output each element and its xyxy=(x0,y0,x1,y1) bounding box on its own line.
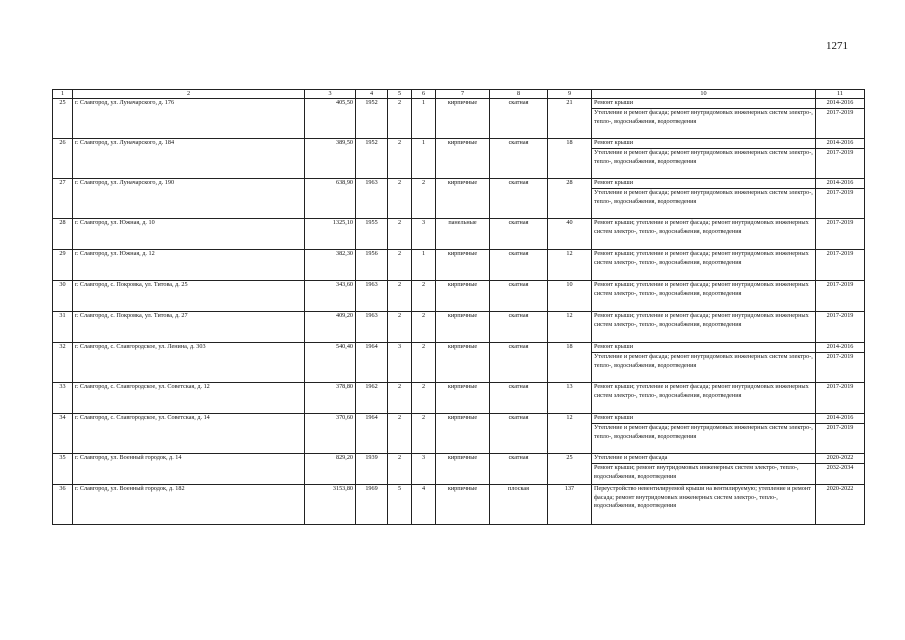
period-cell xyxy=(816,250,865,281)
area-cell: 405,50 xyxy=(305,99,356,139)
area-cell: 382,30 xyxy=(305,250,356,281)
row-number: 32 xyxy=(53,343,73,383)
work-item: Ремонт крыши xyxy=(594,139,634,147)
row-number: 33 xyxy=(53,383,73,414)
works-cell xyxy=(592,250,816,281)
address-cell: г. Славгород, с. Славгородское, ул. Советская, д. 14 xyxy=(73,414,305,454)
year-cell: 1939 xyxy=(356,454,388,485)
wall-material-cell: кирпичные xyxy=(436,99,490,139)
address-cell: г. Славгород, ул. Южная, д. 10 xyxy=(73,219,305,250)
floors-cell: 2 xyxy=(388,312,412,343)
table-row xyxy=(53,312,865,343)
column-number-row xyxy=(53,90,865,99)
row-number: 31 xyxy=(53,312,73,343)
work-item: Ремонт крыши; утепление и ремонт фасада; ремонт внутридомовых инженерных систем электро-, тепло-, водоснабжения, водоотведения xyxy=(594,281,809,297)
area-cell: 343,60 xyxy=(305,281,356,312)
floors-cell: 2 xyxy=(388,179,412,219)
work-item: Утепление и ремонт фасада; ремонт внутридомовых инженерных систем электро-, тепло-, водоснабжения, водоотведения xyxy=(592,352,815,362)
column-number: 9 xyxy=(548,90,592,99)
wall-material-cell: кирпичные xyxy=(436,454,490,485)
roof-type-cell: скатная xyxy=(490,281,548,312)
work-period: 2014-2016 xyxy=(826,343,854,351)
row-number: 35 xyxy=(53,454,73,485)
work-item: Ремонт крыши xyxy=(594,99,634,107)
table-row xyxy=(53,454,865,485)
entrances-cell: 1 xyxy=(412,99,436,139)
floors-cell: 5 xyxy=(388,485,412,525)
column-number: 3 xyxy=(305,90,356,99)
table-row xyxy=(53,99,865,139)
roof-type-cell: скатная xyxy=(490,454,548,485)
table-row xyxy=(53,414,865,454)
period-cell xyxy=(816,383,865,414)
address-cell: г. Славгород, с. Покровка, ул. Титова, д. 27 xyxy=(73,312,305,343)
year-cell: 1964 xyxy=(356,414,388,454)
table-row xyxy=(53,343,865,383)
column-number: 7 xyxy=(436,90,490,99)
address-cell: г. Славгород, ул. Военный городок, д. 182 xyxy=(73,485,305,525)
row-number: 36 xyxy=(53,485,73,525)
apartments-cell: 18 xyxy=(548,343,592,383)
year-cell: 1962 xyxy=(356,383,388,414)
entrances-cell: 2 xyxy=(412,383,436,414)
roof-type-cell: скатная xyxy=(490,383,548,414)
row-number: 27 xyxy=(53,179,73,219)
work-item: Переустройство невентилируемой крыши на вентилируемую; утепление и ремонт фасада; ремонт внутридомовых инженерных систем электро-, тепло-, водоснабжения, водоотведения xyxy=(594,485,811,510)
area-cell: 409,20 xyxy=(305,312,356,343)
work-item: Ремонт крыши; утепление и ремонт фасада; ремонт внутридомовых инженерных систем электро-, тепло-, водоснабжения, водоотведения xyxy=(594,219,809,235)
row-number: 26 xyxy=(53,139,73,179)
year-cell: 1955 xyxy=(356,219,388,250)
work-period: 2020-2022 xyxy=(826,454,854,462)
floors-cell: 2 xyxy=(388,383,412,414)
work-period: 2017-2019 xyxy=(816,108,864,118)
floors-cell: 2 xyxy=(388,99,412,139)
entrances-cell: 4 xyxy=(412,485,436,525)
wall-material-cell: кирпичные xyxy=(436,414,490,454)
apartments-cell: 10 xyxy=(548,281,592,312)
entrances-cell: 3 xyxy=(412,219,436,250)
entrances-cell: 1 xyxy=(412,139,436,179)
column-number: 10 xyxy=(592,90,816,99)
work-period: 2017-2019 xyxy=(816,423,864,433)
row-number: 28 xyxy=(53,219,73,250)
works-cell xyxy=(592,383,816,414)
table-row xyxy=(53,139,865,179)
work-item: Утепление и ремонт фасада; ремонт внутридомовых инженерных систем электро-, тепло-, водоснабжения, водоотведения xyxy=(592,148,815,158)
wall-material-cell: кирпичные xyxy=(436,383,490,414)
work-item: Ремонт крыши xyxy=(594,343,634,351)
wall-material-cell: кирпичные xyxy=(436,343,490,383)
period-cell xyxy=(816,179,865,219)
entrances-cell: 2 xyxy=(412,179,436,219)
apartments-cell: 137 xyxy=(548,485,592,525)
roof-type-cell: скатная xyxy=(490,139,548,179)
year-cell: 1969 xyxy=(356,485,388,525)
work-period: 2017-2019 xyxy=(826,312,854,320)
year-cell: 1956 xyxy=(356,250,388,281)
address-cell: г. Славгород, с. Славгородское, ул. Советская, д. 12 xyxy=(73,383,305,414)
table-row xyxy=(53,485,865,525)
apartments-cell: 40 xyxy=(548,219,592,250)
column-number: 8 xyxy=(490,90,548,99)
floors-cell: 2 xyxy=(388,219,412,250)
work-item: Ремонт крыши xyxy=(594,179,634,187)
work-period: 2017-2019 xyxy=(826,250,854,258)
period-cell xyxy=(816,343,865,383)
work-period: 2017-2019 xyxy=(826,281,854,289)
entrances-cell: 2 xyxy=(412,343,436,383)
entrances-cell: 2 xyxy=(412,312,436,343)
address-cell: г. Славгород, ул. Южная, д. 12 xyxy=(73,250,305,281)
works-cell xyxy=(592,454,816,485)
floors-cell: 3 xyxy=(388,343,412,383)
work-period: 2017-2019 xyxy=(826,383,854,391)
table-row xyxy=(53,383,865,414)
address-cell: г. Славгород, ул. Военный городок, д. 14 xyxy=(73,454,305,485)
table-row xyxy=(53,179,865,219)
work-item: Утепление и ремонт фасада; ремонт внутридомовых инженерных систем электро-, тепло-, водоснабжения, водоотведения xyxy=(592,423,815,433)
area-cell: 638,90 xyxy=(305,179,356,219)
entrances-cell: 2 xyxy=(412,281,436,312)
wall-material-cell: кирпичные xyxy=(436,179,490,219)
roof-type-cell: скатная xyxy=(490,99,548,139)
row-number: 30 xyxy=(53,281,73,312)
floors-cell: 2 xyxy=(388,414,412,454)
works-cell xyxy=(592,414,816,454)
work-item: Ремонт крыши; утепление и ремонт фасада; ремонт внутридомовых инженерных систем электро-, тепло-, водоснабжения, водоотведения xyxy=(594,250,809,266)
work-item: Ремонт крыши; утепление и ремонт фасада; ремонт внутридомовых инженерных систем электро-, тепло-, водоснабжения, водоотведения xyxy=(594,383,809,399)
row-number: 29 xyxy=(53,250,73,281)
apartments-cell: 28 xyxy=(548,179,592,219)
address-cell: г. Славгород, ул. Луначарского, д. 176 xyxy=(73,99,305,139)
works-cell xyxy=(592,219,816,250)
work-period: 2014-2016 xyxy=(826,414,854,422)
period-cell xyxy=(816,485,865,525)
apartments-cell: 12 xyxy=(548,250,592,281)
address-cell: г. Славгород, ул. Луначарского, д. 190 xyxy=(73,179,305,219)
area-cell: 540,40 xyxy=(305,343,356,383)
address-cell: г. Славгород, ул. Луначарского, д. 184 xyxy=(73,139,305,179)
apartments-cell: 25 xyxy=(548,454,592,485)
wall-material-cell: кирпичные xyxy=(436,139,490,179)
period-cell xyxy=(816,99,865,139)
apartments-cell: 13 xyxy=(548,383,592,414)
floors-cell: 2 xyxy=(388,250,412,281)
wall-material-cell: кирпичные xyxy=(436,250,490,281)
year-cell: 1964 xyxy=(356,343,388,383)
work-item: Ремонт крыши; утепление и ремонт фасада; ремонт внутридомовых инженерных систем электро-, тепло-, водоснабжения, водоотведения xyxy=(594,312,809,328)
work-item: Утепление и ремонт фасада xyxy=(594,454,668,462)
area-cell: 378,80 xyxy=(305,383,356,414)
work-period: 2017-2019 xyxy=(816,188,864,198)
area-cell: 1325,10 xyxy=(305,219,356,250)
period-cell xyxy=(816,312,865,343)
period-cell xyxy=(816,219,865,250)
work-period: 2017-2019 xyxy=(816,148,864,158)
address-cell: г. Славгород, с. Славгородское, ул. Ленина, д. 303 xyxy=(73,343,305,383)
year-cell: 1952 xyxy=(356,139,388,179)
work-period: 2017-2019 xyxy=(826,219,854,227)
work-period: 2014-2016 xyxy=(826,99,854,107)
works-cell xyxy=(592,343,816,383)
work-item: Утепление и ремонт фасада; ремонт внутридомовых инженерных систем электро-, тепло-, водоснабжения, водоотведения xyxy=(592,108,815,118)
area-cell: 3153,80 xyxy=(305,485,356,525)
work-period: 2020-2022 xyxy=(826,485,854,493)
area-cell: 829,20 xyxy=(305,454,356,485)
wall-material-cell: кирпичные xyxy=(436,485,490,525)
roof-type-cell: скатная xyxy=(490,414,548,454)
floors-cell: 2 xyxy=(388,139,412,179)
entrances-cell: 1 xyxy=(412,250,436,281)
column-number: 11 xyxy=(816,90,865,99)
apartments-cell: 12 xyxy=(548,414,592,454)
apartments-cell: 21 xyxy=(548,99,592,139)
work-period: 2014-2016 xyxy=(826,179,854,187)
work-item: Ремонт крыши; ремонт внутридомовых инженерных систем электро-, тепло-, водоснабжения, водоотведения xyxy=(592,463,815,473)
row-number: 34 xyxy=(53,414,73,454)
roof-type-cell: скатная xyxy=(490,312,548,343)
page-number: 1271 xyxy=(826,40,848,52)
column-number: 4 xyxy=(356,90,388,99)
table-row xyxy=(53,219,865,250)
roof-type-cell: скатная xyxy=(490,219,548,250)
year-cell: 1963 xyxy=(356,179,388,219)
roof-type-cell: плоская xyxy=(490,485,548,525)
row-number: 25 xyxy=(53,99,73,139)
column-number: 5 xyxy=(388,90,412,99)
floors-cell: 2 xyxy=(388,281,412,312)
year-cell: 1963 xyxy=(356,281,388,312)
year-cell: 1963 xyxy=(356,312,388,343)
works-cell xyxy=(592,312,816,343)
column-number: 6 xyxy=(412,90,436,99)
period-cell xyxy=(816,454,865,485)
year-cell: 1952 xyxy=(356,99,388,139)
apartments-cell: 18 xyxy=(548,139,592,179)
address-cell: г. Славгород, с. Покровка, ул. Титова, д. 25 xyxy=(73,281,305,312)
period-cell xyxy=(816,139,865,179)
wall-material-cell: кирпичные xyxy=(436,312,490,343)
housing-register-table xyxy=(52,89,865,525)
entrances-cell: 3 xyxy=(412,454,436,485)
period-cell xyxy=(816,281,865,312)
works-cell xyxy=(592,281,816,312)
area-cell: 389,50 xyxy=(305,139,356,179)
roof-type-cell: скатная xyxy=(490,179,548,219)
works-cell xyxy=(592,179,816,219)
column-number: 2 xyxy=(73,90,305,99)
works-cell xyxy=(592,99,816,139)
apartments-cell: 12 xyxy=(548,312,592,343)
period-cell xyxy=(816,414,865,454)
roof-type-cell: скатная xyxy=(490,250,548,281)
table-row xyxy=(53,281,865,312)
work-item: Ремонт крыши xyxy=(594,414,634,422)
works-cell xyxy=(592,485,816,525)
wall-material-cell: кирпичные xyxy=(436,281,490,312)
floors-cell: 2 xyxy=(388,454,412,485)
wall-material-cell: панельные xyxy=(436,219,490,250)
works-cell xyxy=(592,139,816,179)
area-cell: 370,60 xyxy=(305,414,356,454)
roof-type-cell: скатная xyxy=(490,343,548,383)
column-number: 1 xyxy=(53,90,73,99)
table-row xyxy=(53,250,865,281)
work-period: 2032-2034 xyxy=(816,463,864,473)
work-period: 2014-2016 xyxy=(826,139,854,147)
entrances-cell: 2 xyxy=(412,414,436,454)
work-item: Утепление и ремонт фасада; ремонт внутридомовых инженерных систем электро-, тепло-, водоснабжения, водоотведения xyxy=(592,188,815,198)
work-period: 2017-2019 xyxy=(816,352,864,362)
